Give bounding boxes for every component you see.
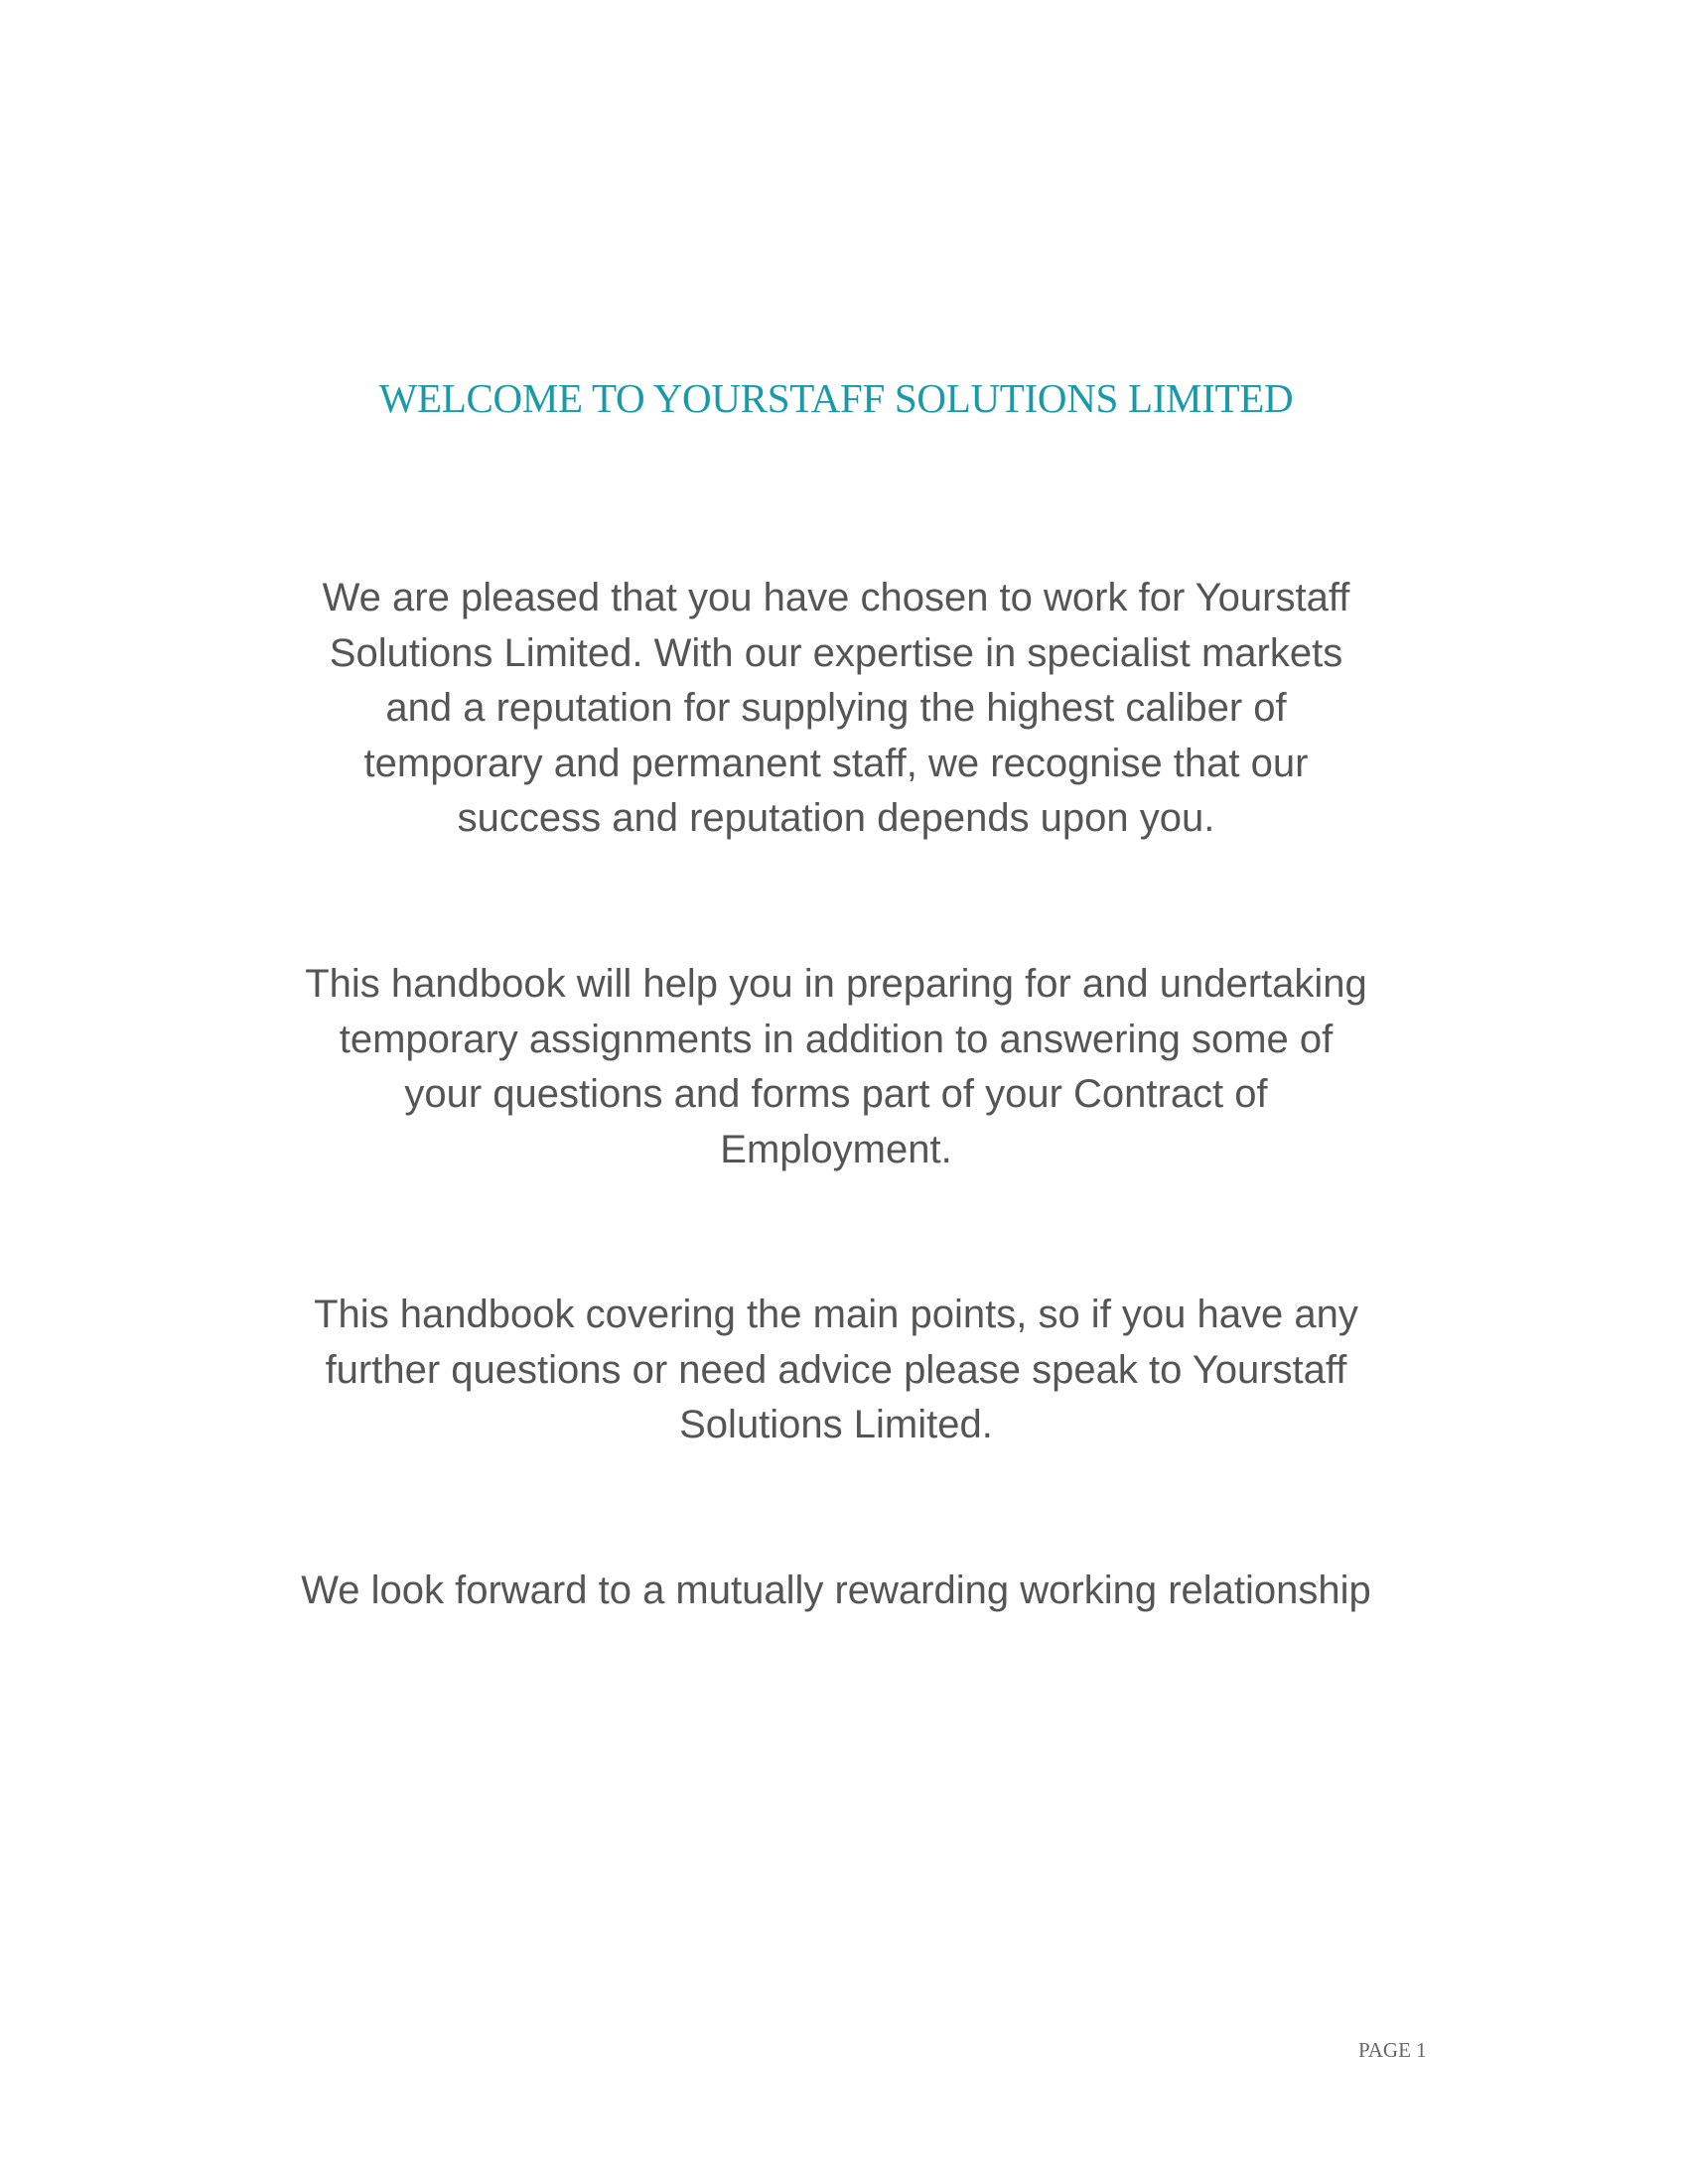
text-line: Solutions Limited. With our expertise in specialist markets [329,630,1343,675]
page-number: PAGE 1 [1358,2038,1427,2062]
handbook-purpose-paragraph [199,957,1474,1177]
text-line: temporary assignments in addition to answering some of [339,1017,1334,1061]
text-line: Employment. [720,1127,952,1171]
text-line: your questions and forms part of your Contract of [404,1072,1268,1117]
advice-paragraph [199,1288,1474,1453]
text-line: We look forward to a mutually rewarding working relationship [301,1569,1371,1612]
text-line: and a reputation for supplying the highest caliber of [385,686,1287,731]
text-line: This handbook will help you in preparing for and undertaking [305,962,1367,1006]
text-line: temporary and permanent staff, we recognise that our [363,741,1309,785]
text-line: further questions or need advice please speak to Yourstaff [325,1347,1347,1392]
page-title: WELCOME TO YOURSTAFF SOLUTIONS LIMITED [378,375,1294,421]
text-line: success and reputation depends upon you. [457,796,1215,841]
text-line: We are pleased that you have chosen to work for Yourstaff [322,576,1350,619]
welcome-paragraph [199,571,1474,847]
text-line: Solutions Limited. [679,1403,993,1447]
text-line: This handbook covering the main points, so if you have any [314,1293,1358,1336]
closing-paragraph [199,1564,1474,1619]
